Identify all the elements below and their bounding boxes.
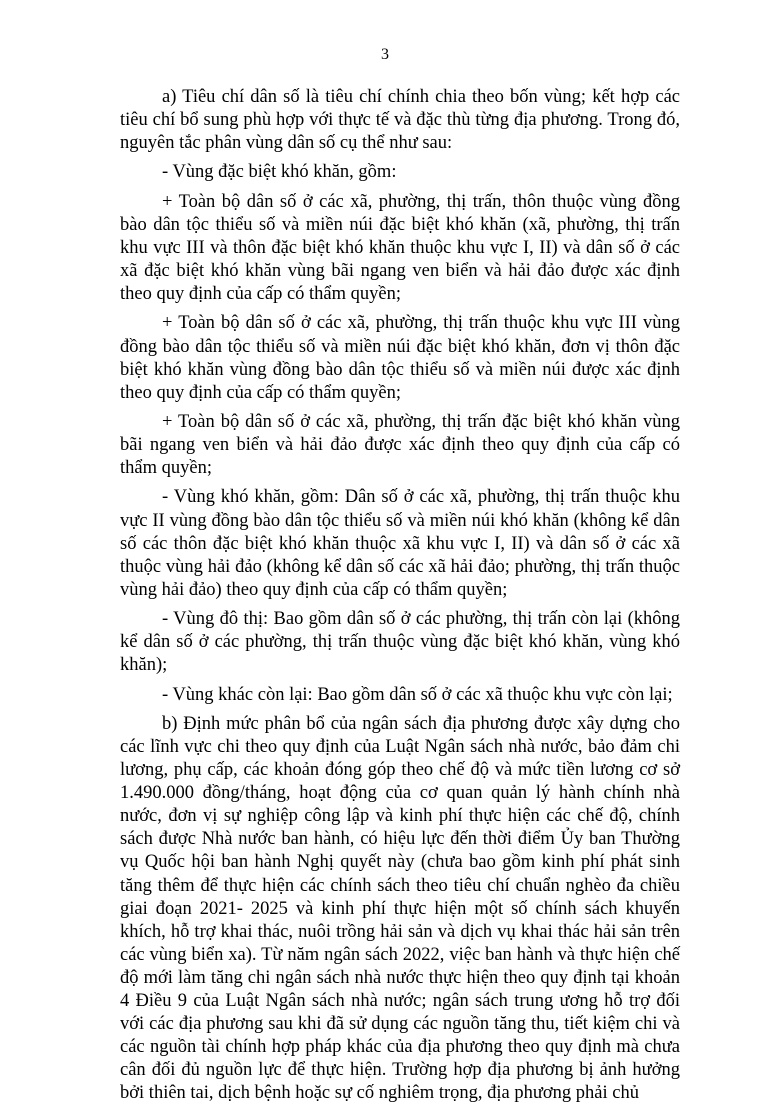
paragraph-region-iii-communes: + Toàn bộ dân số ở các xã, phường, thị trấn thuộc khu vực III vùng đồng bào dân tộc thiểu số và miền núi đặc biệt khó khăn, đơn vị thôn đặc biệt khó khăn vùng đồng bào dân tộc thiểu số và miền núi được xác định theo quy định của cấp có thẩm quyền; (120, 313, 680, 403)
paragraph-urban-region: - Vùng đô thị: Bao gồm dân số ở các phường, thị trấn còn lại (không kể dân số ở các phường, thị trấn thuộc vùng đặc biệt khó khăn, vùng khó khăn); (120, 609, 680, 676)
paragraph-budget-norms: b) Định mức phân bổ của ngân sách địa phương được xây dựng cho các lĩnh vực chi theo quy định của Luật Ngân sách nhà nước, bảo đảm chi lương, phụ cấp, các khoản đóng góp theo chế độ và mức tiền lương cơ sở 1.490.000 đồng/tháng, hoạt động của cơ quan quản lý hành chính nhà nước, đơn vị sự nghiệp công lập và kinh phí thực hiện các chế độ, chính sách được Nhà nước ban hành, có hiệu lực đến thời điểm Ủy ban Thường vụ Quốc hội ban hành Nghị quyết này (chưa bao gồm kinh phí phát sinh tăng thêm để thực hiện các chính sách theo tiêu chí chuẩn nghèo đa chiều giai đoạn 2021- 2025 và kinh phí thực hiện một số chính sách khuyến khích, hỗ trợ khai thác, nuôi trồng hải sản và dịch vụ khai thác hải sản trên các vùng biển xa). Từ năm ngân sách 2022, việc ban hành và thực hiện chế độ mới làm tăng chi ngân sách nhà nước thực hiện theo quy định tại khoản 4 Điều 9 của Luật Ngân sách nhà nước; ngân sách trung ương hỗ trợ đối với các địa phương sau khi đã sử dụng các nguồn tăng thu, tiết kiệm chi và các nguồn tài chính hợp pháp khác của địa phương theo quy định mà chưa cân đối đủ nguồn lực để thực hiện. Trường hợp địa phương bị ảnh hưởng bởi thiên tai, dịch bệnh hoặc sự cố nghiêm trọng, địa phương phải chủ (120, 713, 680, 1104)
paragraph-coastal-island-communes: + Toàn bộ dân số ở các xã, phường, thị trấn đặc biệt khó khăn vùng bãi ngang ven biển và hải đảo được xác định theo quy định của cấp có thẩm quyền; (120, 411, 680, 479)
paragraph-ethnic-mountain-communes: + Toàn bộ dân số ở các xã, phường, thị trấn, thôn thuộc vùng đồng bào dân tộc thiểu số và miền núi đặc biệt khó khăn (xã, phường, thị trấn khu vực III và thôn đặc biệt khó khăn thuộc khu vực I, II) và dân số ở các xã đặc biệt khó khăn vùng bãi ngang ven biển và hải đảo được xác định theo quy định của cấp có thẩm quyền; (120, 191, 680, 305)
paragraph-difficult-region: - Vùng khó khăn, gồm: Dân số ở các xã, phường, thị trấn thuộc khu vực II vùng đồng bào dân tộc thiểu số và miền núi khó khăn (không kể dân số các thôn đặc biệt khó khăn thuộc xã khu vực I, II) và dân số ở các xã thuộc vùng hải đảo (không kể dân số các xã hải đảo; phường, thị trấn thuộc vùng hải đảo) theo quy định của cấp có thẩm quyền; (120, 487, 680, 600)
page-number: 3 (381, 46, 389, 63)
paragraph-other-region: - Vùng khác còn lại: Bao gồm dân số ở các xã thuộc khu vực còn lại; (162, 684, 673, 705)
document-body (120, 86, 680, 1112)
paragraph-population-criteria: a) Tiêu chí dân số là tiêu chí chính chia theo bốn vùng; kết hợp các tiêu chí bổ sung phù hợp với thực tế và đặc thù từng địa phương. Trong đó, nguyên tắc phân vùng dân số cụ thể như sau: (120, 87, 680, 154)
paragraph-extremely-difficult-region: - Vùng đặc biệt khó khăn, gồm: (162, 162, 397, 183)
